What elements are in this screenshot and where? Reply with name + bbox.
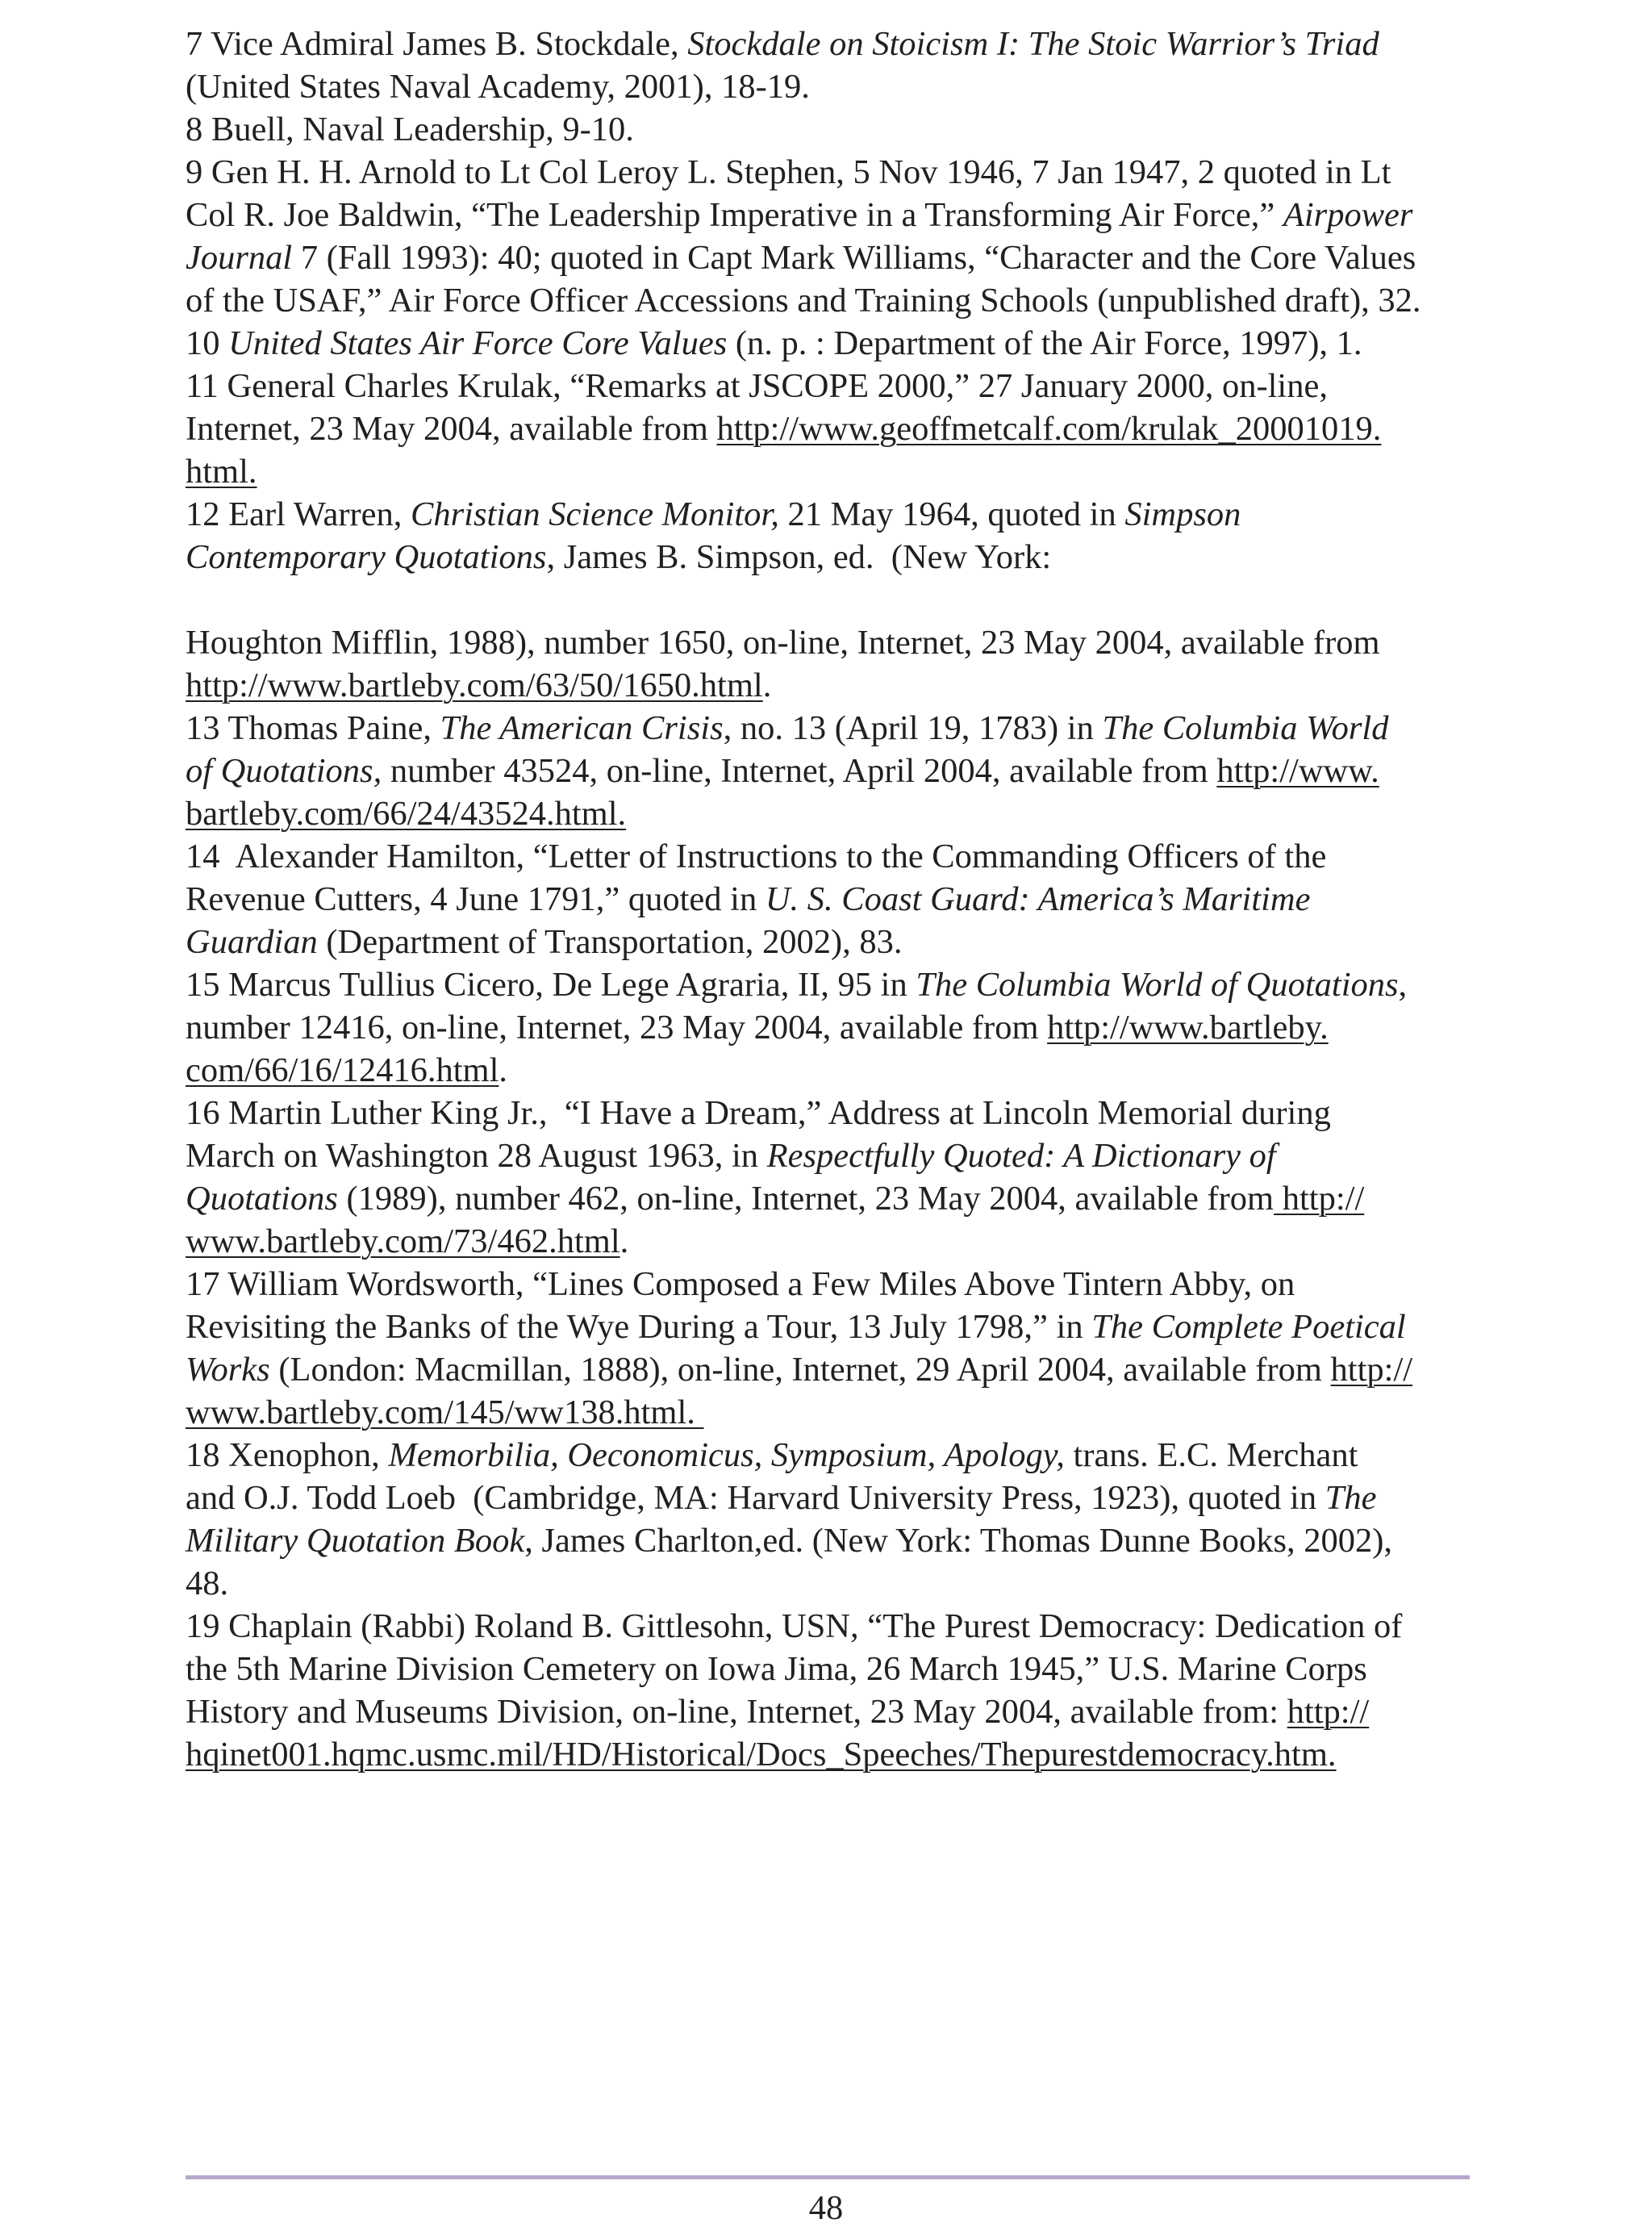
note-text: , James B. Simpson, ed. (New York: [546,538,1052,576]
italic-title: United States Air Force Core Values [228,324,728,362]
url-link[interactable]: http://www.bartleby.com/63/50/1650.html [186,666,763,704]
url-link[interactable]: http://www. [1216,752,1379,790]
italic-title: Contemporary Quotations [186,538,547,576]
note-text: . [620,1222,629,1260]
page-number: 48 [808,2189,844,2227]
url-link[interactable]: www.bartleby.com/145/ww138.html. [186,1393,704,1431]
note-text: March on Washington 28 August 1963, in [186,1137,767,1175]
url-link[interactable]: com/66/16/12416.html [186,1051,499,1089]
url-link[interactable]: http:// [1330,1351,1413,1389]
url-link[interactable]: http://www.bartleby. [1047,1009,1329,1047]
italic-title: U. S. Coast Guard: America’s Maritime [765,880,1311,918]
note-text: number 12416, on-line, Internet, 23 May 2004, available from [186,1009,1048,1047]
endnote-line [186,835,1476,878]
note-text: . [762,666,772,704]
note-text: 48. [186,1565,229,1602]
endnote-line [186,621,1476,664]
note-text: (n. p. : Department of the Air Force, 1997), 1. [727,324,1362,362]
italic-title: Military Quotation Book [186,1522,525,1560]
note-text: number 43524, on-line, Internet, April 2004, available from [382,752,1217,790]
note-text: of the USAF,” Air Force Officer Accessions and Training Schools (unpublished draft), 32. [186,282,1421,320]
endnote-line [186,1006,1476,1049]
note-text: Houghton Mifflin, 1988), number 1650, on-line, Internet, 23 May 2004, available from [186,624,1380,662]
endnote-line [186,23,1476,65]
endnote-line [186,365,1476,407]
italic-title: The [1325,1479,1377,1517]
note-text: (London: Macmillan, 1888), on-line, Internet, 29 April 2004, available from [269,1351,1331,1389]
url-link[interactable]: hqinet001.hqmc.usmc.mil/HD/Historical/Docs_Speeches/Thepurestdemocracy.htm. [186,1736,1337,1774]
endnote-line [186,1049,1476,1092]
note-text: Col R. Joe Baldwin, “The Leadership Imperative in a Transforming Air Force,” [186,196,1283,234]
endnote-line [186,1690,1476,1733]
endnote-line [186,151,1476,194]
note-text: , James Charlton,ed. (New York: Thomas Dunne Books, 2002), [524,1522,1393,1560]
italic-title: of Quotations, [186,752,382,790]
italic-title: Respectfully Quoted: A Dictionary of [766,1137,1276,1175]
note-text: 14 Alexander Hamilton, “Letter of Instructions to the Commanding Officers of the [186,838,1327,875]
note-text: 18 Xenophon, [186,1436,389,1474]
endnote-line [186,1306,1476,1348]
italic-title: Christian Science Monitor, [411,495,779,533]
endnote-line [186,1605,1476,1648]
note-text: , [1398,966,1408,1004]
note-text: 13 Thomas Paine, [186,709,440,747]
note-text: Revisiting the Banks of the Wye During a Tour, 13 July 1798,” in [186,1308,1092,1346]
note-text: the 5th Marine Division Cemetery on Iowa Jima, 26 March 1945,” U.S. Marine Corps [186,1650,1367,1688]
endnote-line [186,1134,1476,1177]
url-link[interactable]: http:// [1287,1693,1370,1731]
note-text: 19 Chaplain (Rabbi) Roland B. Gittlesohn, USN, “The Purest Democracy: Dedication of [186,1607,1403,1645]
endnote-line [186,1391,1476,1434]
endnote-line [186,1092,1476,1134]
endnote-line [186,407,1476,450]
endnote-line [186,1434,1476,1477]
endnote-line [186,1220,1476,1263]
note-text: History and Museums Division, on-line, Internet, 23 May 2004, available from: [186,1693,1287,1731]
italic-title: Works [186,1351,270,1389]
note-text: (1989), number 462, on-line, Internet, 23 May 2004, available from [337,1180,1274,1218]
url-link[interactable]: http://www.geoffmetcalf.com/krulak_20001019. [716,410,1382,448]
italic-title: Guardian [186,923,318,961]
note-text: Revenue Cutters, 4 June 1791,” quoted in [186,880,766,918]
endnote-line [186,108,1476,151]
italic-title: Simpson [1124,495,1241,533]
endnote-line [186,1348,1476,1391]
endnote-line [186,963,1476,1006]
endnote-line [186,1477,1476,1519]
endnote-line [186,664,1476,707]
italic-title: The Columbia World of Quotations [916,966,1399,1004]
note-text: , no. 13 (April 19, 1783) in [723,709,1103,747]
note-text: . [499,1051,508,1089]
italic-title: Quotations [186,1180,338,1218]
note-text: (United States Naval Academy, 2001), 18-19. [186,68,810,106]
endnote-line [186,279,1476,322]
endnote-line [186,194,1476,236]
italic-title: The American Crisis [440,709,724,747]
endnote-line [186,1648,1476,1690]
endnote-line [186,878,1476,921]
italic-title: The Complete Poetical [1091,1308,1406,1346]
italic-title: Journal [186,239,293,277]
note-text: 9 Gen H. H. Arnold to Lt Col Leroy L. Stephen, 5 Nov 1946, 7 Jan 1947, 2 quoted in Lt [186,153,1391,191]
endnote-line [186,921,1476,963]
note-text: 21 May 1964, quoted in [778,495,1125,533]
endnote-line [186,1519,1476,1562]
footer-rule [186,2175,1470,2179]
endnote-line [186,493,1476,536]
url-link[interactable]: html. [186,453,257,491]
endnote-line [186,65,1476,108]
note-text: trans. E.C. Merchant [1064,1436,1358,1474]
note-text: 16 Martin Luther King Jr., “I Have a Dream,” Address at Lincoln Memorial during [186,1094,1331,1132]
endnote-line [186,1733,1476,1776]
endnote-line [186,707,1476,750]
note-text: 12 Earl Warren, [186,495,411,533]
note-text: 17 William Wordsworth, “Lines Composed a Few Miles Above Tintern Abby, on [186,1265,1295,1303]
blank-line [186,579,1476,621]
note-text: (Department of Transportation, 2002), 83. [317,923,903,961]
endnote-line [186,1263,1476,1306]
italic-title: Memorbilia, Oeconomicus, Symposium, Apology, [388,1436,1065,1474]
note-text: 10 [186,324,229,362]
endnote-line [186,792,1476,835]
endnote-line [186,1177,1476,1220]
note-text: 7 Vice Admiral James B. Stockdale, [186,25,688,63]
note-text: 11 General Charles Krulak, “Remarks at JSCOPE 2000,” 27 January 2000, on-line, [186,367,1328,405]
endnote-line [186,322,1476,365]
italic-title: The Columbia World [1102,709,1389,747]
endnote-line [186,450,1476,493]
endnote-line [186,536,1476,579]
italic-title: Stockdale on Stoicism I: The Stoic Warrior’s Triad [687,25,1379,63]
endnote-line [186,1562,1476,1605]
note-text: and O.J. Todd Loeb (Cambridge, MA: Harvard University Press, 1923), quoted in [186,1479,1325,1517]
note-text: 15 Marcus Tullius Cicero, De Lege Agraria, II, 95 in [186,966,916,1004]
note-text: 8 Buell, Naval Leadership, 9-10. [186,111,634,148]
url-link[interactable]: http:// [1274,1180,1365,1218]
endnotes [186,23,1476,1776]
note-text: Internet, 23 May 2004, available from [186,410,717,448]
endnote-line [186,236,1476,279]
url-link[interactable]: bartleby.com/66/24/43524.html. [186,795,627,833]
note-text: 7 (Fall 1993): 40; quoted in Capt Mark Williams, “Character and the Core Values [292,239,1416,277]
endnote-line [186,750,1476,792]
italic-title: Airpower [1283,196,1413,234]
url-link[interactable]: www.bartleby.com/73/462.html [186,1222,620,1260]
